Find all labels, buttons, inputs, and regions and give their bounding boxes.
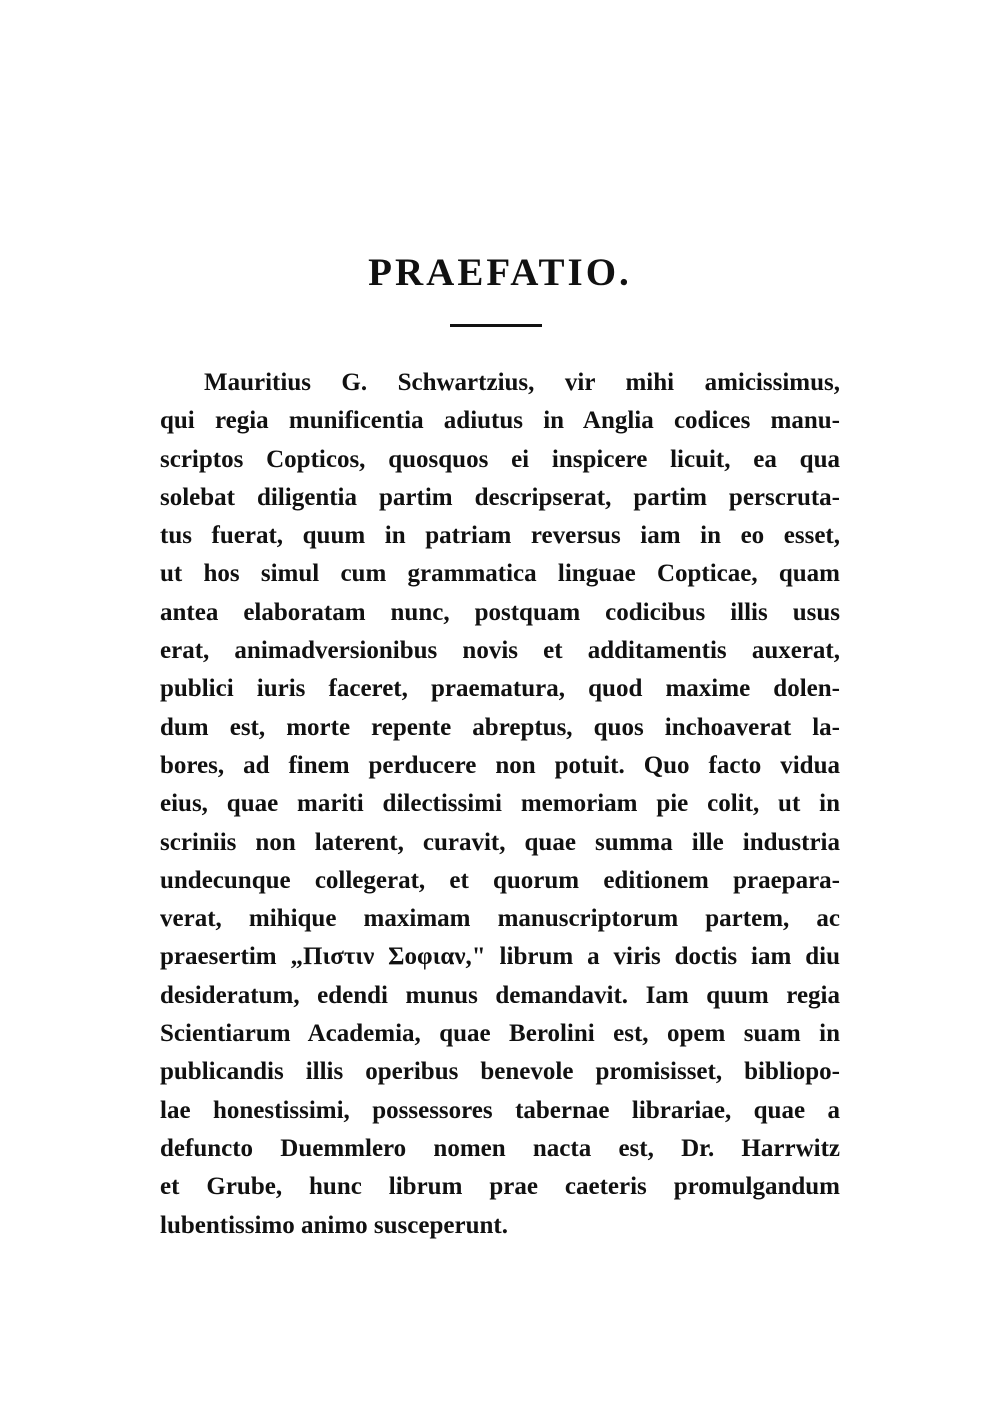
text-line: defuncto Duemmlero nomen nacta est, Dr. Harrwitz bbox=[160, 1134, 840, 1162]
text-line: lae honestissimi, possessores tabernae librariae, quae a bbox=[160, 1096, 840, 1124]
preface-body bbox=[160, 364, 840, 1245]
text-line: dum est, morte repente abreptus, quos inchoaverat la- bbox=[160, 713, 840, 741]
text-line: et Grube, hunc librum prae caeteris promulgandum bbox=[160, 1173, 840, 1201]
text-line: eius, quae mariti dilectissimi memoriam pie colit, ut in bbox=[160, 790, 840, 818]
text-line: erat, animadversionibus novis et additamentis auxerat, bbox=[160, 637, 840, 665]
text-line: Scientiarum Academia, quae Berolini est, opem suam in bbox=[160, 1020, 840, 1048]
text-line: publicandis illis operibus benevole promisisset, bibliopo- bbox=[160, 1058, 840, 1086]
text-line: verat, mihique maximam manuscriptorum partem, ac bbox=[160, 905, 840, 933]
title-divider bbox=[450, 324, 542, 327]
page-title: PRAEFATIO. bbox=[368, 251, 632, 294]
text-line: Mauritius G. Schwartzius, vir mihi amicissimus, bbox=[204, 369, 840, 396]
text-line: publici iuris faceret, praematura, quod maxime dolen- bbox=[160, 675, 840, 703]
text-line: antea elaboratam nunc, postquam codicibus illis usus bbox=[160, 598, 840, 626]
text-line: scriptos Copticos, quosquos ei inspicere licuit, ea qua bbox=[160, 445, 840, 473]
text-line: lubentissimo animo susceperunt. bbox=[160, 1211, 508, 1239]
text-line: desideratum, edendi munus demandavit. Iam quum regia bbox=[160, 981, 840, 1009]
text-line: qui regia munificentia adiutus in Anglia codices manu- bbox=[160, 407, 840, 435]
text-line: tus fuerat, quum in patriam reversus iam in eo esset, bbox=[160, 522, 840, 550]
text-line: undecunque collegerat, et quorum editionem praepara- bbox=[160, 866, 840, 894]
text-line: ut hos simul cum grammatica linguae Copticae, quam bbox=[160, 560, 840, 588]
text-line: solebat diligentia partim descripserat, partim perscruta- bbox=[160, 483, 840, 511]
text-line: praesertim „Πιστιν Σοφιαν," librum a viris doctis iam diu bbox=[160, 943, 840, 971]
text-line: scriniis non laterent, curavit, quae summa ille industria bbox=[160, 828, 840, 856]
text-line: bores, ad finem perducere non potuit. Quo facto vidua bbox=[160, 751, 840, 779]
